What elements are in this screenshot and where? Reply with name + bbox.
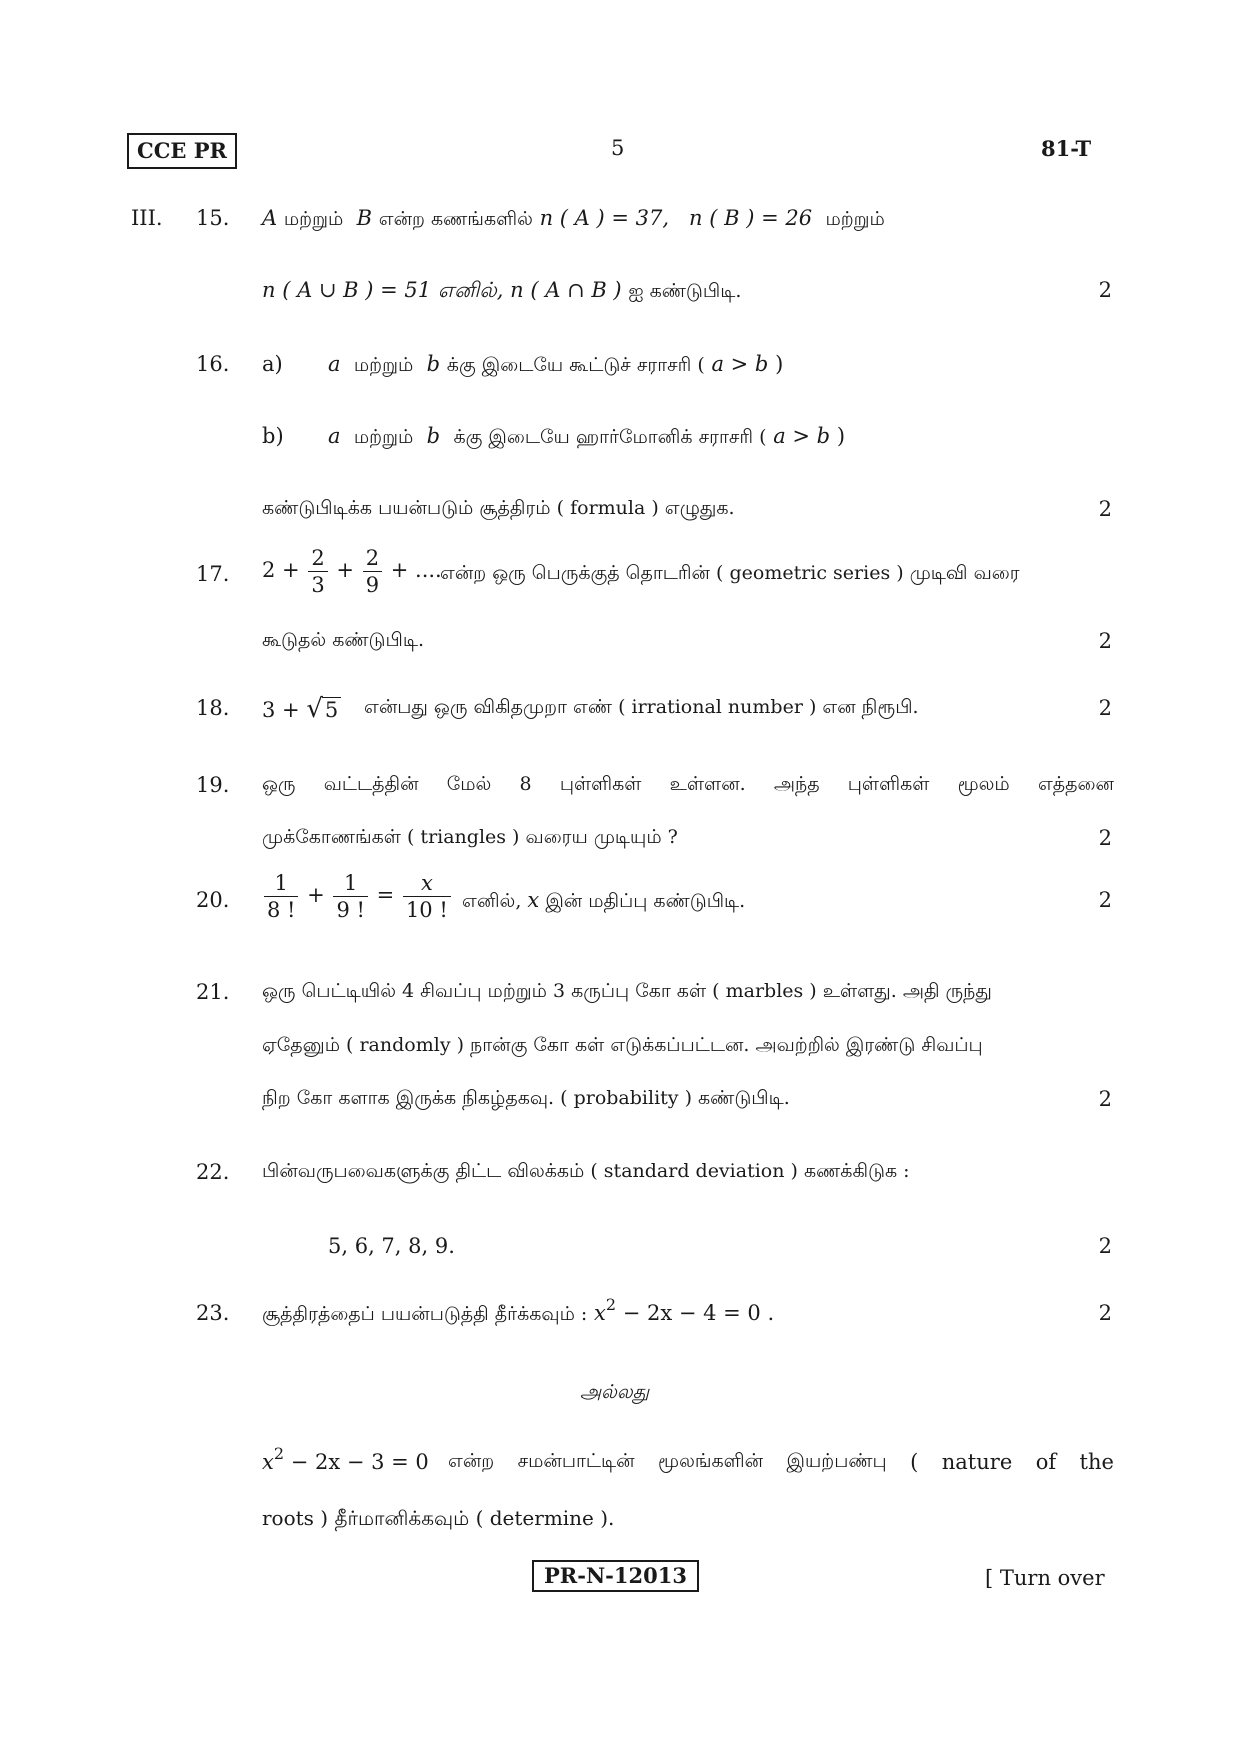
q17-line2: கூடுதல் கண்டுபிடி. — [262, 629, 424, 651]
question-number: 21. — [196, 980, 230, 1004]
q15-line1: A மற்றும் B என்ற கணங்களில் n ( A ) = 37, n ( B ) = 26 மற்றும் — [262, 206, 885, 230]
marks: 2 — [1098, 1234, 1112, 1258]
q23-text: சூத்திரத்தைப் பயன்படுத்தி தீர்க்கவும் : $x^2 - 2x - 4 = 0$ . — [262, 1295, 775, 1325]
header-left-code: CCE PR — [127, 133, 237, 169]
marks: 2 — [1098, 629, 1112, 653]
q20-expression: $\frac{1}{8 !}$ + $\frac{1}{9 !}$ = $\frac{x}{10 !}$ — [262, 870, 453, 923]
q22-data: 5, 6, 7, 8, 9. — [328, 1234, 455, 1258]
q23-alt-line1: என்ற சமன்பாட்டின் மூலங்களின் இயற்பண்பு ( nature of the — [448, 1450, 1114, 1474]
q19-line1: ஒரு வட்டத்தின் மேல் 8 புள்ளிகள் உள்ளன. அந்த புள்ளிகள் மூலம் எத்தனை — [262, 773, 1114, 795]
q16-b-label: b) — [262, 424, 284, 448]
q15-line2: n ( A ∪ B ) = 51 எனில், n ( A ∩ B ) ஐ கண்டுபிடி. — [262, 278, 742, 302]
q21-line2: ஏதேனும் ( randomly ) நான்கு கோ கள் எடுக்கப்பட்டன. அவற்றில் இரண்டு சிவப்பு — [262, 1034, 983, 1056]
marks: 2 — [1098, 497, 1112, 521]
q20-text: எனில், x இன் மதிப்பு கண்டுபிடி. — [462, 888, 746, 912]
section-number: III. — [131, 206, 163, 230]
q16-a-label: a) — [262, 352, 283, 376]
question-number: 18. — [196, 696, 230, 720]
question-number: 23. — [196, 1301, 230, 1325]
marks: 2 — [1098, 1301, 1112, 1325]
fraction: $\frac{2}{3}$ — [308, 545, 327, 598]
question-number: 22. — [196, 1160, 230, 1184]
header-right-code: 81-T — [1041, 136, 1092, 161]
marks: 2 — [1098, 696, 1112, 720]
turn-over: [ Turn over — [985, 1566, 1105, 1590]
q23-alt-line2: roots ) தீர்மானிக்கவும் ( determine ). — [262, 1506, 615, 1530]
marks: 2 — [1098, 888, 1112, 912]
or-separator: அல்லது — [580, 1381, 650, 1403]
fraction: $\frac{2}{9}$ — [363, 545, 382, 598]
q17-expression: 2 + $\frac{2}{3}$ + $\frac{2}{9}$ + .... — [262, 546, 442, 597]
q19-line2: முக்கோணங்கள் ( triangles ) வரைய முடியும் ? — [262, 826, 678, 848]
marks: 2 — [1098, 826, 1112, 850]
fraction: $\frac{1}{9 !}$ — [333, 870, 367, 923]
q18-text: என்பது ஒரு விகிதமுறா எண் ( irrational number ) என நிரூபி. — [364, 696, 919, 718]
marks: 2 — [1098, 1087, 1112, 1111]
footer-code: PR-N-12013 — [532, 1560, 699, 1592]
q21-line3: நிற கோ களாக இருக்க நிகழ்தகவு. ( probability ) கண்டுபிடி. — [262, 1087, 790, 1109]
question-number: 17. — [196, 562, 230, 586]
q18-expression: 3 + √5 — [262, 694, 341, 724]
question-number: 19. — [196, 773, 230, 797]
q16-b-text: a மற்றும் b க்கு இடையே ஹார்மோனிக் சராசரி ( a > b ) — [328, 424, 846, 448]
q22-line1: பின்வருபவைகளுக்கு திட்ட விலக்கம் ( standard deviation ) கணக்கிடுக : — [262, 1160, 910, 1182]
marks: 2 — [1098, 278, 1112, 302]
fraction: $\frac{1}{8 !}$ — [264, 870, 298, 923]
q21-line1: ஒரு பெட்டியில் 4 சிவப்பு மற்றும் 3 கருப்பு கோ கள் ( marbles ) உள்ளது. அதி ருந்து — [262, 980, 992, 1002]
fraction: $\frac{x}{10 !}$ — [403, 870, 451, 923]
q23-alt-equation: $x^2 - 2x - 3 = 0$ — [262, 1444, 429, 1474]
page-number: 5 — [611, 136, 625, 160]
q16-a-text: a மற்றும் b க்கு இடையே கூட்டுச் சராசரி ( a > b ) — [328, 352, 784, 376]
question-number: 16. — [196, 352, 230, 376]
q16-closing: கண்டுபிடிக்க பயன்படும் சூத்திரம் ( formula ) எழுதுக. — [262, 497, 735, 519]
question-number: 15. — [196, 206, 230, 230]
question-number: 20. — [196, 888, 230, 912]
q17-line1: என்ற ஒரு பெருக்குத் தொடரின் ( geometric series ) முடிவி வரை — [440, 562, 1020, 584]
